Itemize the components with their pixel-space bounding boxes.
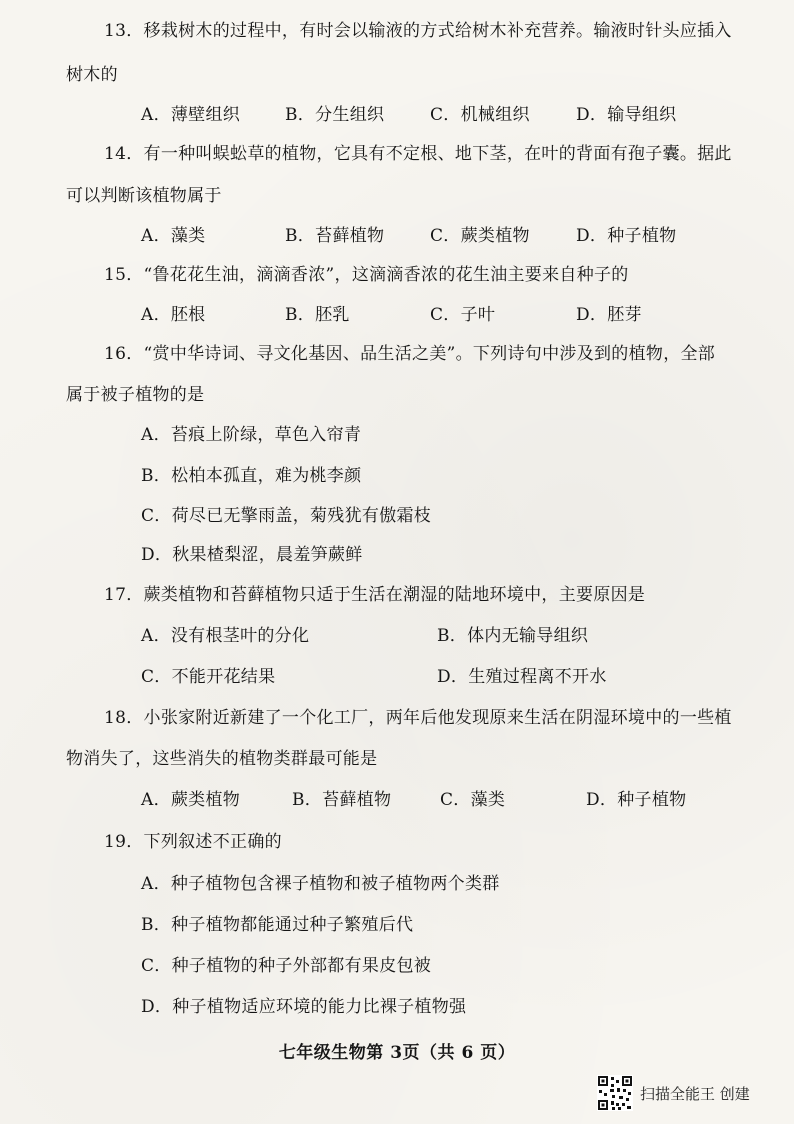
question-17-option-d: D．生殖过程离不开水 — [437, 667, 607, 687]
question-19-option-c: C．种子植物的种子外部都有果皮包被 — [141, 956, 432, 976]
question-18-option-d: D．种子植物 — [586, 790, 687, 810]
question-15-option-a: A．胚根 — [141, 305, 206, 325]
question-14-stem-cont: 可以判断该植物属于 — [66, 186, 222, 206]
question-19-option-d: D．种子植物适应环境的能力比裸子植物强 — [141, 997, 467, 1017]
question-16-option-d: D．秋果楂梨涩，晨羞笋蕨鲜 — [141, 545, 363, 565]
question-13-option-b: B．分生组织 — [285, 105, 385, 125]
question-16-option-b: B．松柏本孤直，难为桃李颜 — [141, 466, 362, 486]
question-14-option-d: D．种子植物 — [576, 226, 677, 246]
question-17-stem: 17．蕨类植物和苔藓植物只适于生活在潮湿的陆地环境中，主要原因是 — [104, 585, 646, 605]
question-18-option-c: C．藻类 — [440, 790, 506, 810]
question-19-option-b: B．种子植物都能通过种子繁殖后代 — [141, 915, 414, 935]
question-18-stem-cont: 物消失了，这些消失的植物类群最可能是 — [66, 749, 378, 769]
question-16-stem: 16．“赏中华诗词、寻文化基因、品生活之美”。下列诗句中涉及到的植物，全部 — [104, 344, 716, 364]
question-13-option-a: A．薄壁组织 — [141, 105, 241, 125]
question-14-option-b: B．苔藓植物 — [285, 226, 385, 246]
question-17-option-b: B．体内无输导组织 — [437, 626, 589, 646]
question-15-option-d: D．胚芽 — [576, 305, 642, 325]
question-17-option-c: C．不能开花结果 — [141, 667, 276, 687]
question-16-option-c: C．荷尽已无擎雨盖，菊残犹有傲霜枝 — [141, 506, 432, 526]
question-19-stem: 19．下列叙述不正确的 — [104, 832, 282, 852]
question-13-option-d: D．输导组织 — [576, 105, 677, 125]
question-15-option-b: B．胚乳 — [285, 305, 350, 325]
question-13-option-c: C．机械组织 — [430, 105, 530, 125]
question-16-stem-cont: 属于被子植物的是 — [66, 385, 205, 405]
question-18-option-b: B．苔藓植物 — [292, 790, 392, 810]
question-19-option-a: A．种子植物包含裸子植物和被子植物两个类群 — [141, 874, 500, 894]
question-15-stem: 15．“鲁花花生油，滴滴香浓”，这滴滴香浓的花生油主要来自种子的 — [104, 265, 629, 285]
scanner-watermark-text: 扫描全能王 创建 — [640, 1085, 750, 1103]
question-15-option-c: C．子叶 — [430, 305, 496, 325]
question-17-option-a: A．没有根茎叶的分化 — [141, 626, 310, 646]
question-18-option-a: A．蕨类植物 — [141, 790, 241, 810]
question-13-stem: 13．移栽树木的过程中，有时会以输液的方式给树木补充营养。输液时针头应插入 — [104, 21, 732, 41]
question-14-option-a: A．藻类 — [141, 226, 206, 246]
question-14-stem: 14．有一种叫蜈蚣草的植物，它具有不定根、地下茎，在叶的背面有孢子囊。据此 — [104, 144, 732, 164]
qr-code-icon — [597, 1075, 633, 1111]
question-16-option-a: A．苔痕上阶绿，草色入帘青 — [141, 425, 362, 445]
question-14-option-c: C．蕨类植物 — [430, 226, 530, 246]
question-18-stem: 18．小张家附近新建了一个化工厂，两年后他发现原来生活在阴湿环境中的一些植 — [104, 708, 732, 728]
page-footer: 七年级生物第 3页（共 6 页） — [278, 1043, 516, 1063]
question-13-stem-cont: 树木的 — [66, 65, 118, 85]
